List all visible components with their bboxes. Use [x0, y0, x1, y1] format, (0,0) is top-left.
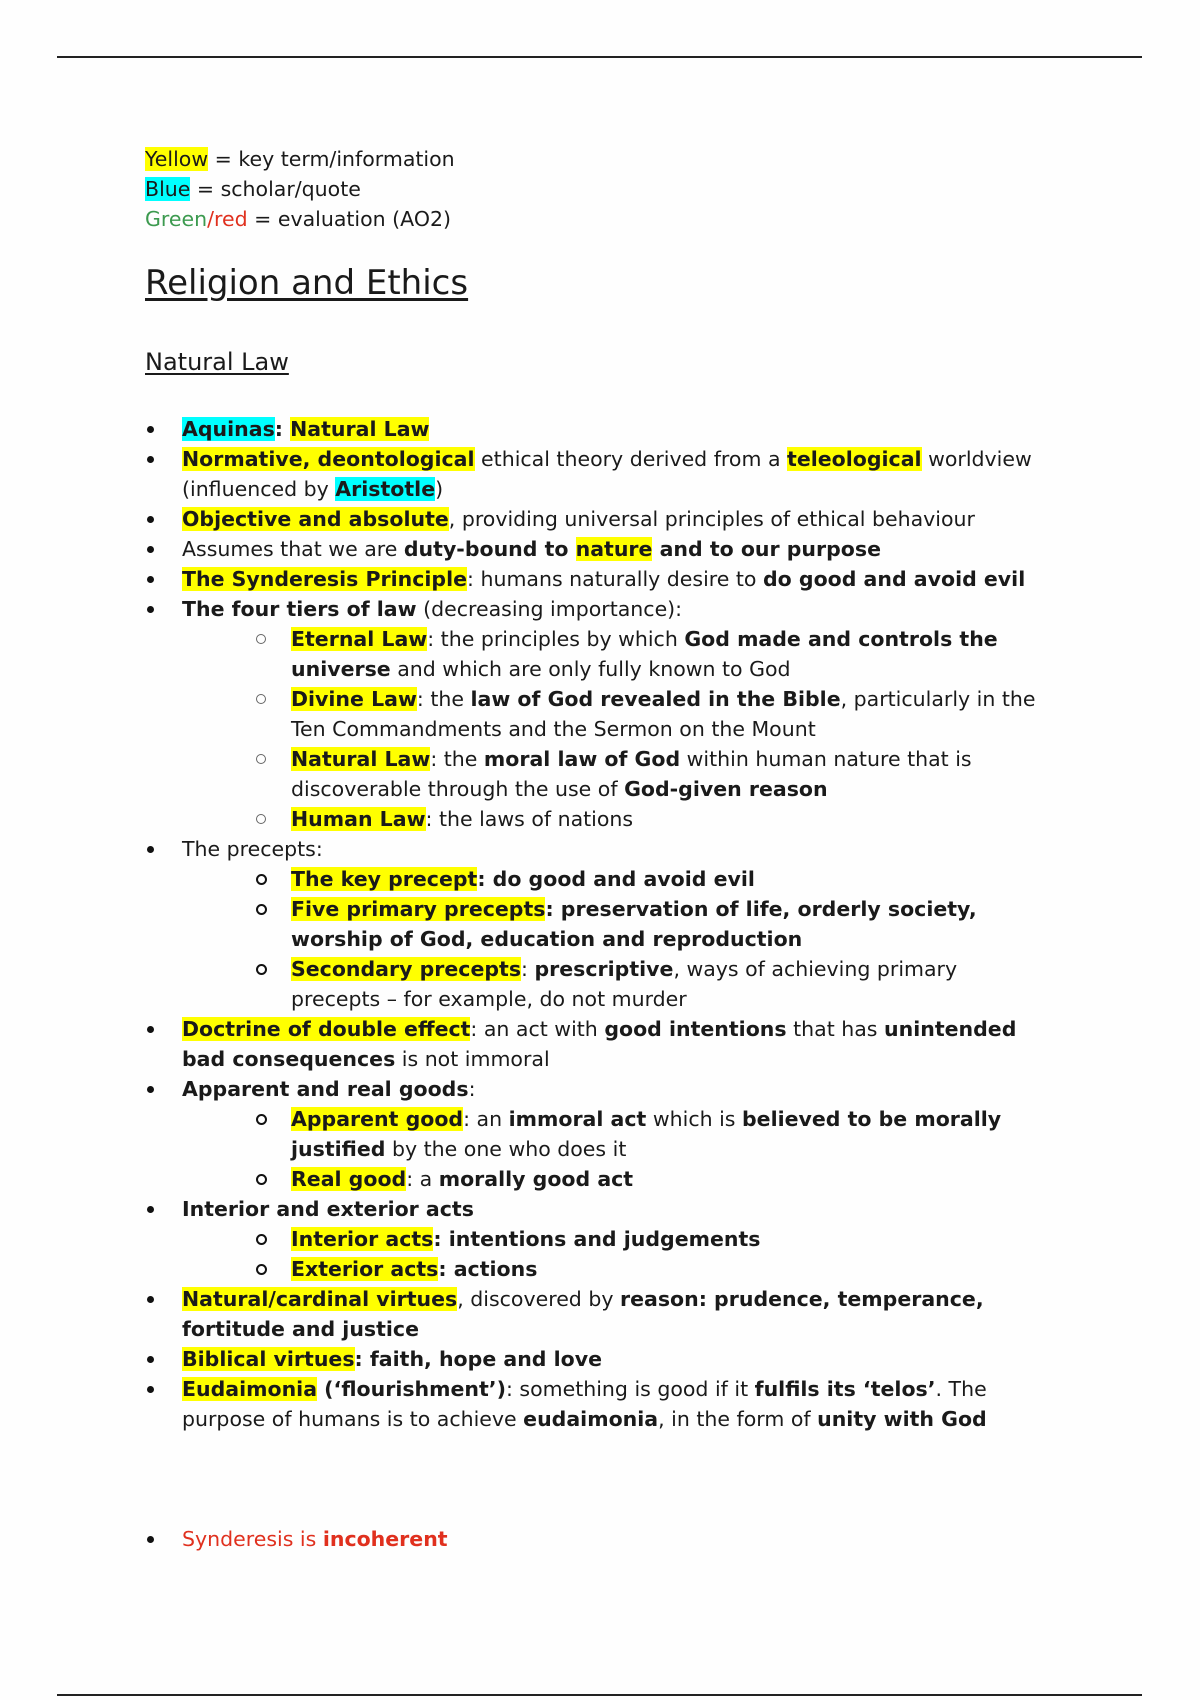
list-item: Natural Law: the moral law of God within human nature that is discoverable through the use of God-given reason: [182, 744, 1045, 804]
list-item: The Synderesis Principle: humans naturally desire to do good and avoid evil: [145, 564, 1045, 594]
top-rule: [57, 56, 1142, 58]
legend-green-red: Green/red = evaluation (AO2): [145, 207, 452, 231]
legend-blue: Blue = scholar/quote: [145, 177, 361, 201]
bottom-rule: [57, 1694, 1142, 1696]
precepts-sublist: [182, 864, 1045, 1014]
evaluation-item: Synderesis is incoherent: [145, 1524, 1045, 1554]
list-item: Human Law: the laws of nations: [182, 804, 1045, 834]
list-item: The key precept: do good and avoid evil: [182, 864, 1045, 894]
acts-sublist: [182, 1224, 1045, 1284]
page-title: Religion and Ethics: [145, 263, 469, 303]
legend-yellow: Yellow = key term/information: [145, 147, 455, 171]
list-item: Assumes that we are duty-bound to nature and to our purpose: [145, 534, 1045, 564]
list-item: Apparent good: an immoral act which is believed to be morally justified by the one who does it: [182, 1104, 1045, 1164]
list-item: Normative, deontological ethical theory derived from a teleological worldview (influenced by Aristotle): [145, 444, 1045, 504]
list-item: The four tiers of law (decreasing importance): Eternal Law: the principles by which God made and controls the universe and which are only fully known to God Divine Law: the law of God revealed in the Bible, particularly in the Ten Commandments and the Sermon on the Mount Natural Law: the moral law of God within human nature that is discoverable through the use of God-given reason Human Law: the laws of nations: [145, 594, 1045, 834]
list-item: Doctrine of double effect: an act with good intentions that has unintended bad consequences is not immoral: [145, 1014, 1045, 1074]
list-item: The precepts: The key precept: do good and avoid evil Five primary precepts: preservation of life, orderly society, worship of God, education and reproduction Secondary precepts: prescriptive, ways of achieving primary precepts – for example, do not murder: [145, 834, 1045, 1014]
list-item: Eternal Law: the principles by which God made and controls the universe and which are only fully known to God: [182, 624, 1045, 684]
list-item: Objective and absolute, providing universal principles of ethical behaviour: [145, 504, 1045, 534]
notes-list: [145, 414, 1045, 1434]
list-item: Secondary precepts: prescriptive, ways of achieving primary precepts – for example, do not murder: [182, 954, 1045, 1014]
list-item: Exterior acts: actions: [182, 1254, 1045, 1284]
list-item: Apparent and real goods: Apparent good: an immoral act which is believed to be morally justified by the one who does it Real good: a morally good act: [145, 1074, 1045, 1194]
list-item: Aquinas: Natural Law: [145, 414, 1045, 444]
list-item: Divine Law: the law of God revealed in the Bible, particularly in the Ten Commandments and the Sermon on the Mount: [182, 684, 1045, 744]
list-item: Natural/cardinal virtues, discovered by reason: prudence, temperance, fortitude and justice: [145, 1284, 1045, 1344]
tiers-sublist: [182, 624, 1045, 834]
list-item: Biblical virtues: faith, hope and love: [145, 1344, 1045, 1374]
document-body: [145, 144, 1145, 1551]
list-item: Five primary precepts: preservation of life, orderly society, worship of God, education and reproduction: [182, 894, 1045, 954]
list-item: Eudaimonia (‘flourishment’): something is good if it fulfils its ‘telos’. The purpose of humans is to achieve eudaimonia, in the form of unity with God: [145, 1374, 1045, 1434]
goods-sublist: [182, 1104, 1045, 1194]
list-item: Real good: a morally good act: [182, 1164, 1045, 1194]
section-heading: Natural Law: [145, 348, 289, 376]
list-item: Interior acts: intentions and judgements: [182, 1224, 1045, 1254]
list-item: Interior and exterior acts Interior acts: intentions and judgements Exterior acts: actions: [145, 1194, 1045, 1284]
